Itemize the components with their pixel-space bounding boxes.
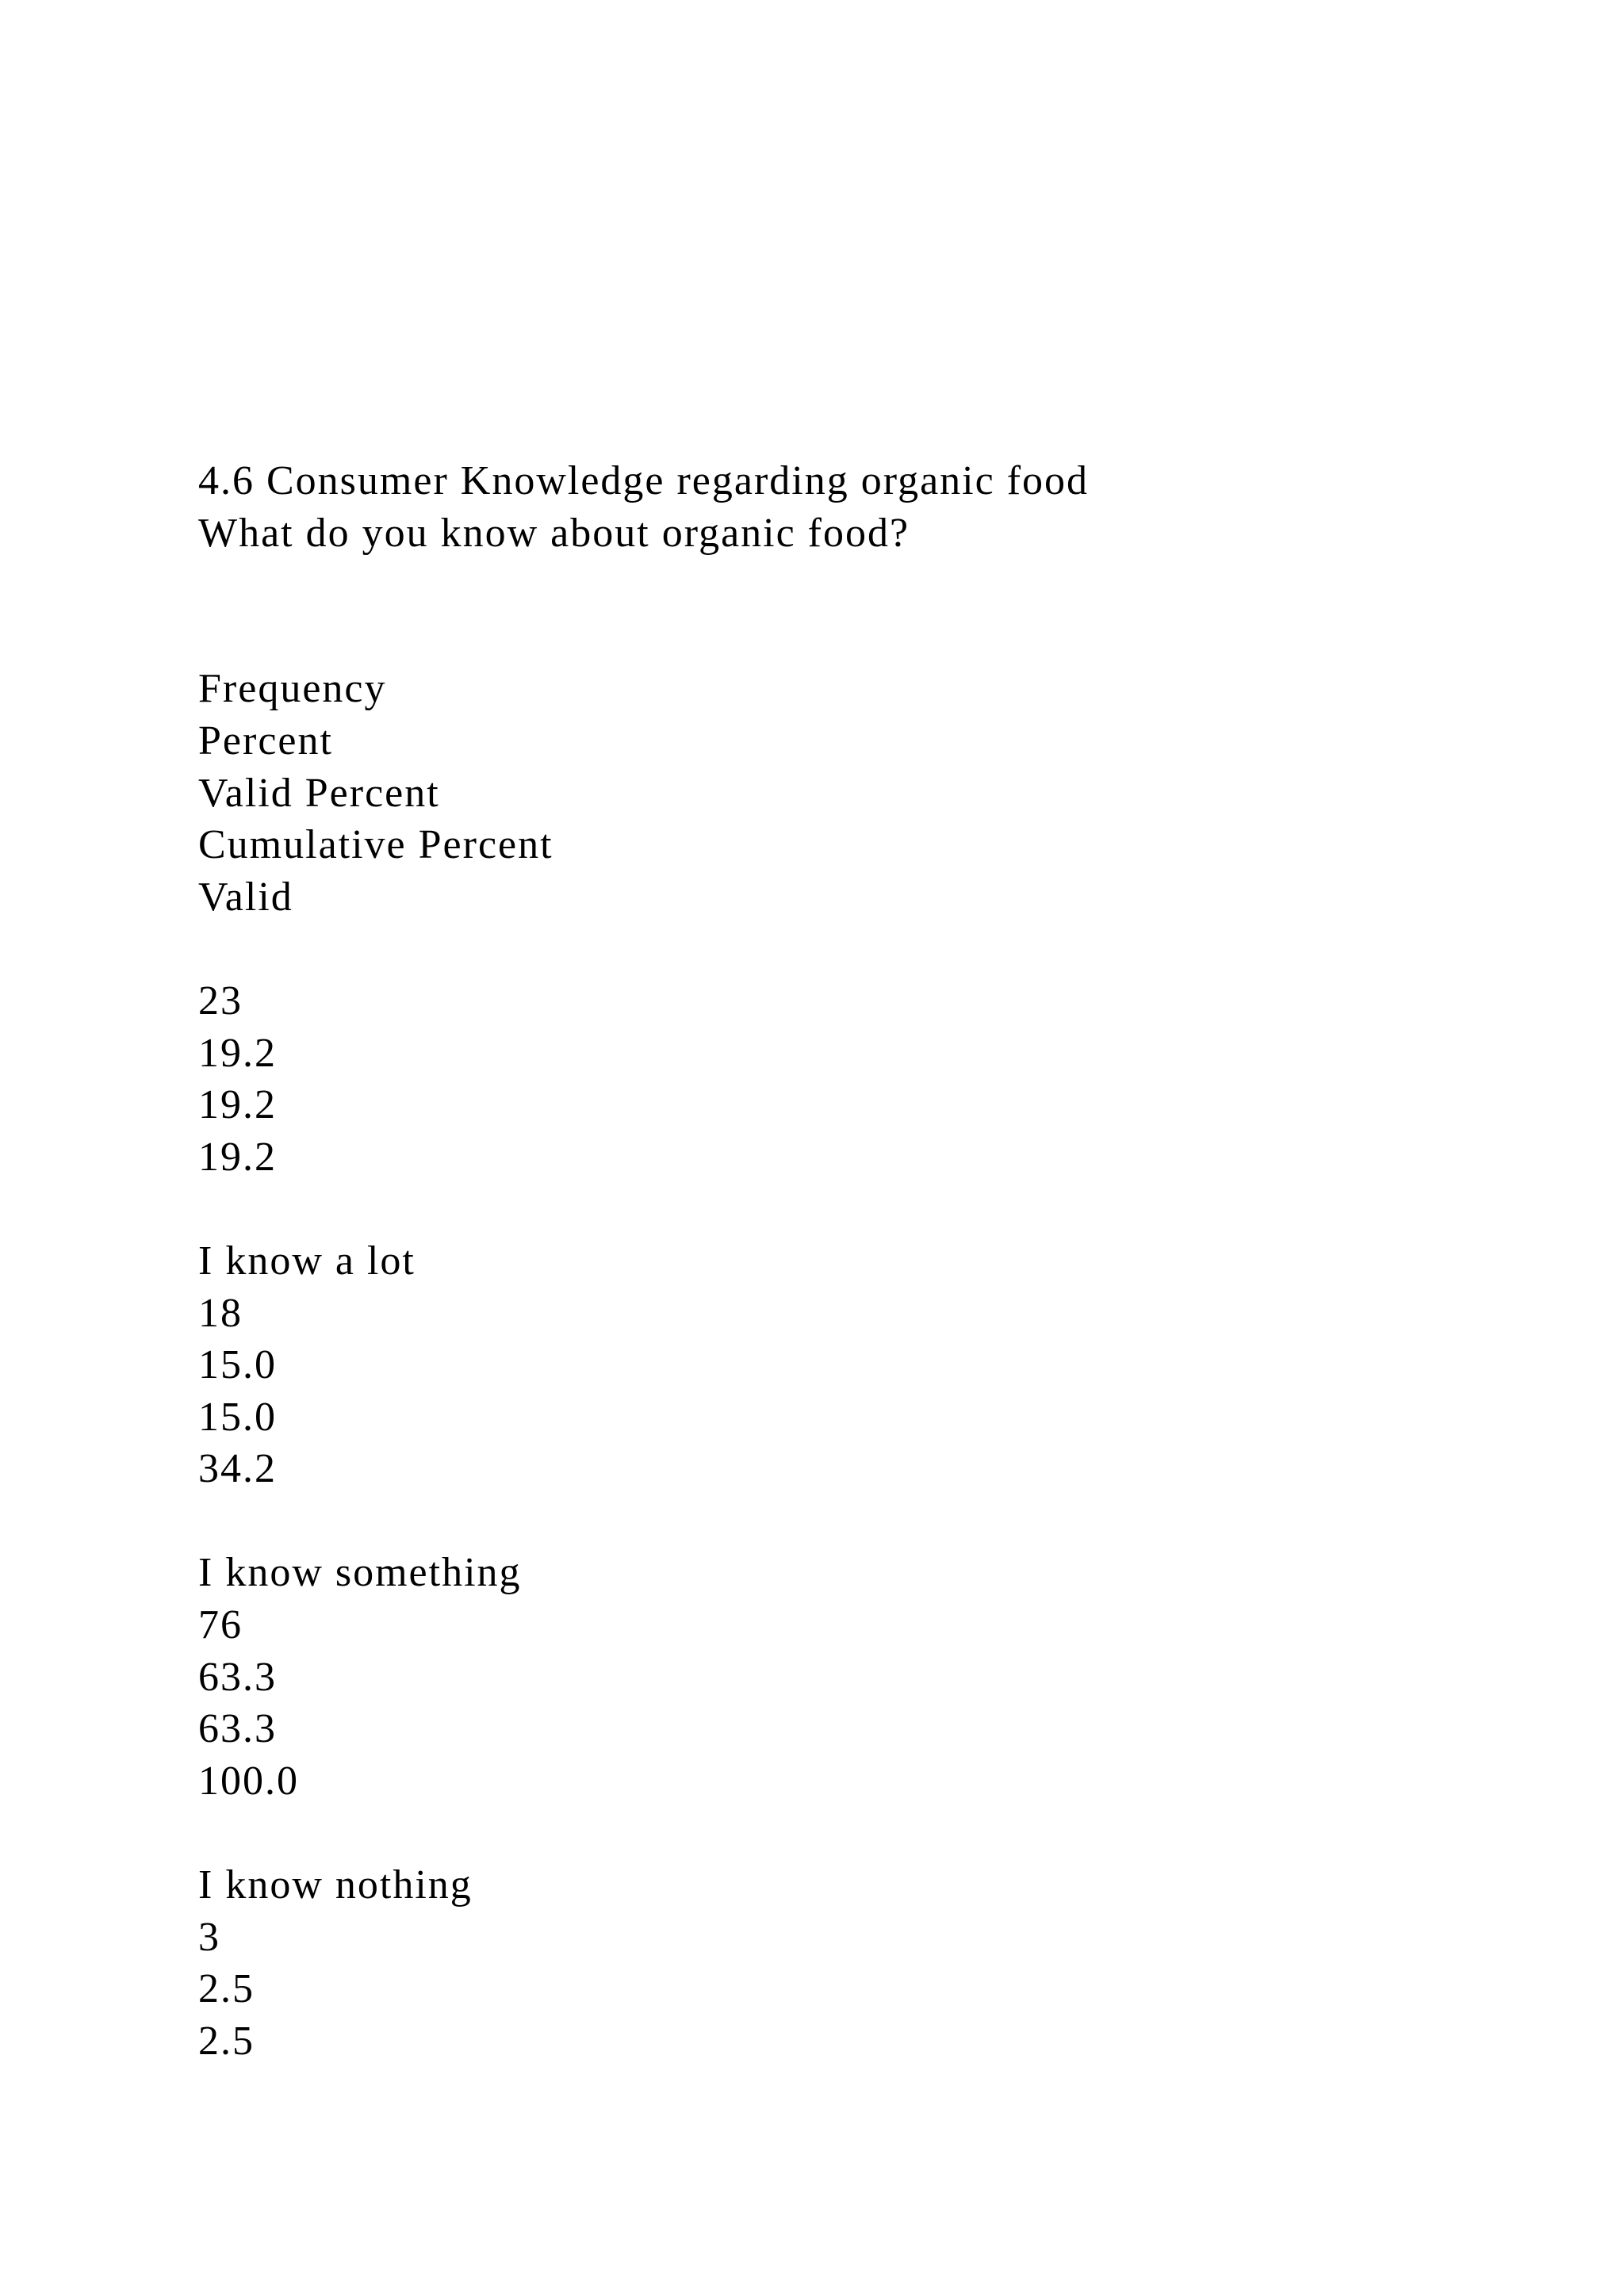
row-3-label: I know nothing [198, 1862, 473, 1908]
row-1-percent: 15.0 [198, 1342, 277, 1388]
row-0-cumulative-percent: 19.2 [198, 1134, 277, 1180]
row-2-label: I know something [198, 1550, 522, 1596]
row-3-valid-percent: 2.5 [198, 2018, 255, 2064]
header-percent: Percent [198, 718, 333, 763]
row-1-valid-percent: 15.0 [198, 1394, 277, 1440]
row-1-label: I know a lot [198, 1238, 416, 1284]
row-2-cumulative-percent: 100.0 [198, 1758, 299, 1804]
row-2-valid-percent: 63.3 [198, 1706, 277, 1752]
header-valid-percent: Valid Percent [198, 770, 440, 816]
row-0-frequency: 23 [198, 978, 243, 1024]
header-valid: Valid [198, 874, 293, 920]
header-frequency: Frequency [198, 666, 387, 712]
row-3-frequency: 3 [198, 1914, 220, 1960]
survey-question: What do you know about organic food? [198, 510, 910, 556]
row-1-cumulative-percent: 34.2 [198, 1446, 277, 1492]
header-cumulative-percent: Cumulative Percent [198, 822, 553, 868]
row-0-valid-percent: 19.2 [198, 1082, 277, 1128]
section-heading: 4.6 Consumer Knowledge regarding organic food [198, 458, 1090, 503]
document-body [198, 455, 1546, 2067]
row-3-percent: 2.5 [198, 1966, 255, 2012]
row-0-percent: 19.2 [198, 1030, 277, 1076]
row-1-frequency: 18 [198, 1290, 243, 1336]
row-2-percent: 63.3 [198, 1654, 277, 1700]
row-2-frequency: 76 [198, 1602, 243, 1648]
